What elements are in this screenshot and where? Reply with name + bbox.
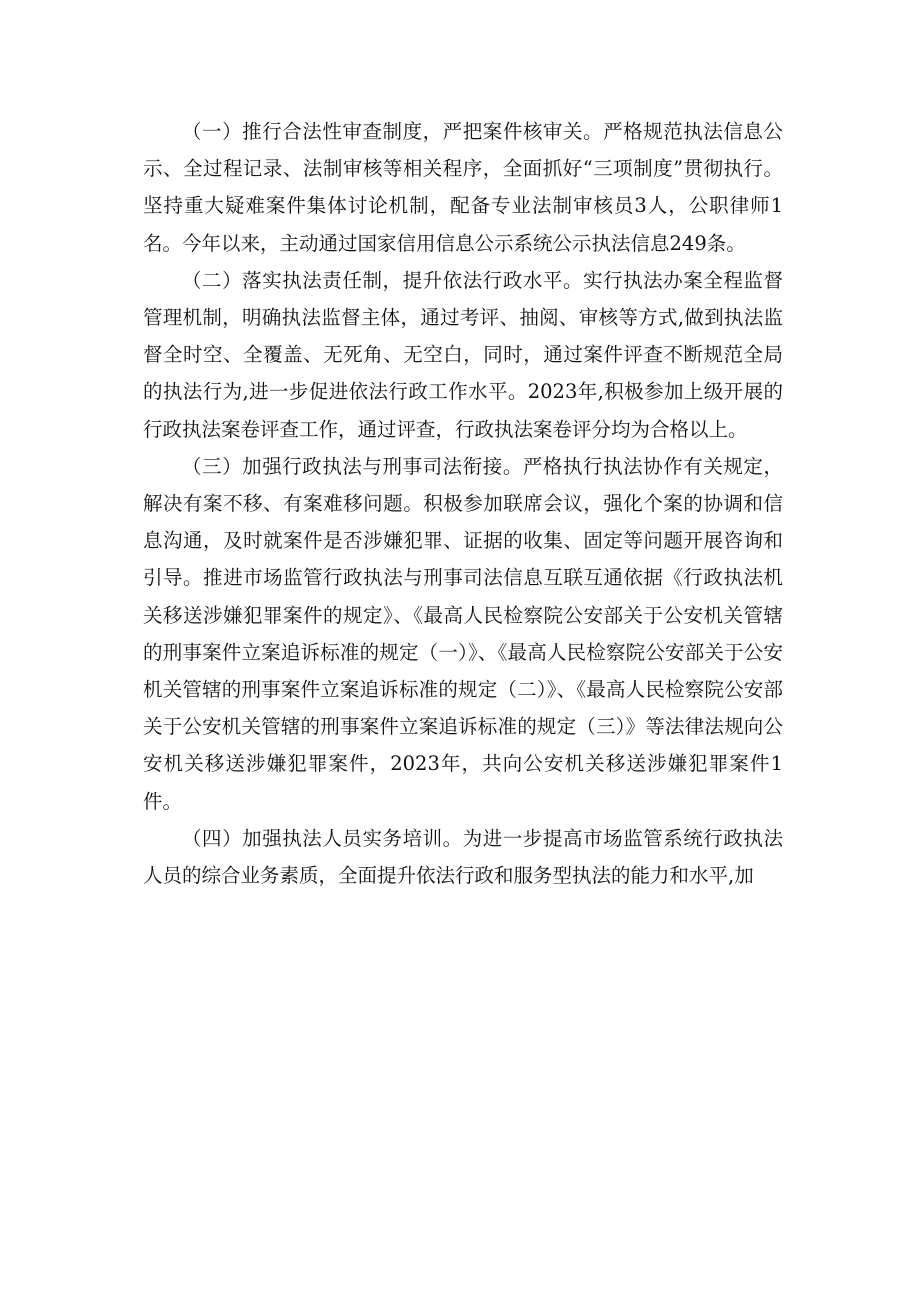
paragraph-criminal-justice-link: （三）加强行政执法与刑事司法衔接。严格执行执法协作有关规定，解决有案不移、有案难移问题。积极参加联席会议，强化个案的协调和信息沟通，及时就案件是否涉嫌犯罪、证据的收集、固定等问题开展咨询和引导。推进市场监管行政执法与刑事司法信息互联互通依据《行政执法机关移送涉嫌犯罪案件的规定》、《最高人民检察院公安部关于公安机关管辖的刑事案件立案追诉标准的规定（一）》、《最高人民检察院公安部关于公安机关管辖的刑事案件立案追诉标准的规定（二）》、《最高人民检察院公安部关于公安机关管辖的刑事案件立案追诉标准的规定（三）》等法律法规向公安机关移送涉嫌犯罪案件，2023年，共向公安机关移送涉嫌犯罪案件1件。 [143,454,783,813]
paragraph-staff-training: （四）加强执法人员实务培训。为进一步提高市场监管系统行政执法人员的综合业务素质，全面提升依法行政和服务型执法的能力和水平,加 [143,826,783,888]
paragraph-review-system: （一）推行合法性审查制度，严把案件核审关。严格规范执法信息公示、全过程记录、法制审核等相关程序，全面抓好“三项制度”贯彻执行。坚持重大疑难案件集体讨论机制，配备专业法制审核员3人，公职律师1名。今年以来，主动通过国家信用信息公示系统公示执法信息249条。 [143,120,783,255]
document-body [143,113,783,894]
paragraph-enforcement-responsibility: （二）落实执法责任制，提升依法行政水平。实行执法办案全程监督管理机制，明确执法监督主体，通过考评、抽阅、审核等方式,做到执法监督全时空、全覆盖、无死角、无空白，同时，通过案件评查不断规范全局的执法行为,进一步促进依法行政工作水平。2023年,积极参加上级开展的行政执法案卷评查工作，通过评查，行政执法案卷评分均为合格以上。 [143,268,783,441]
